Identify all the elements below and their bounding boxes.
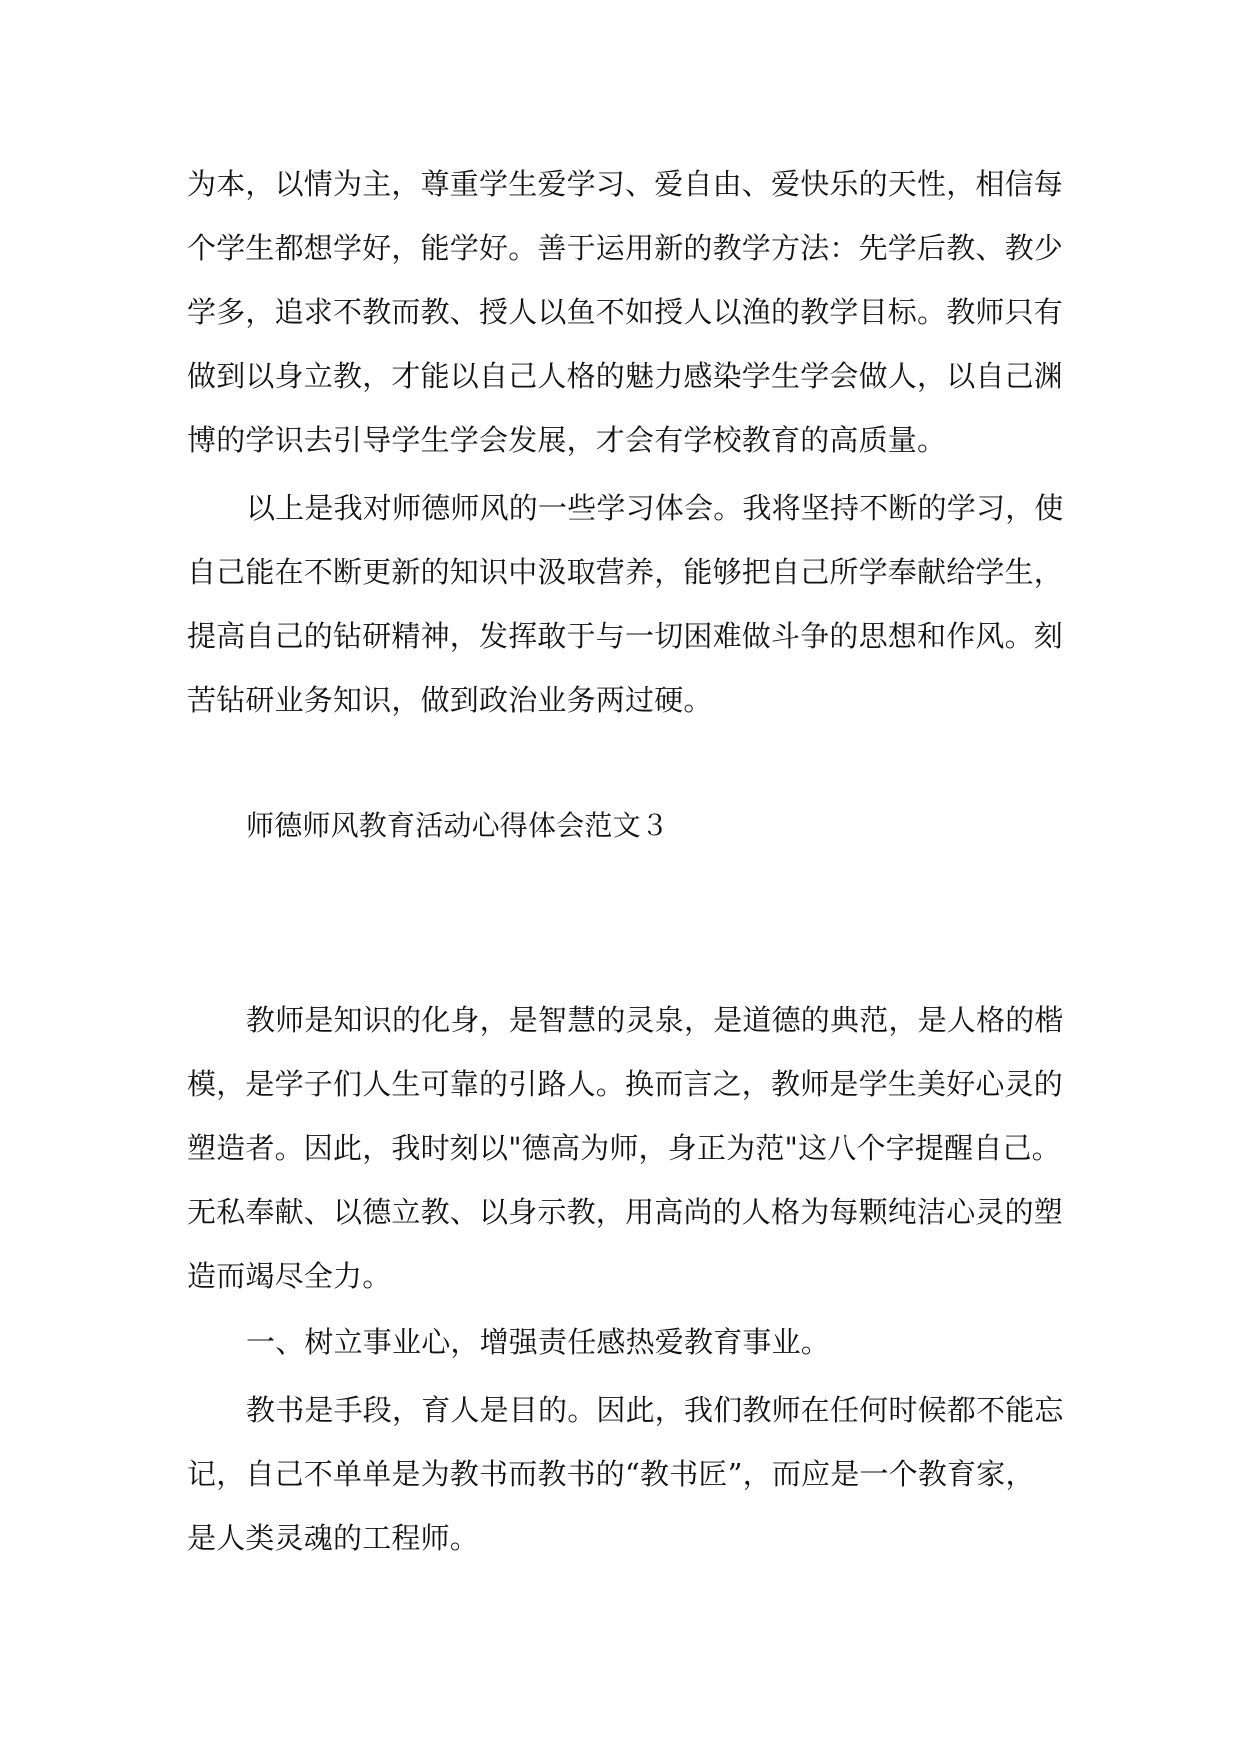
paragraph-line: 无私奉献、以德立教、以身示教，用高尚的人格为每颗纯洁心灵的塑 xyxy=(187,1195,1064,1229)
paragraph-line: 为本，以情为主，尊重学生爱学习、爱自由、爱快乐的天性，相信每 xyxy=(187,167,1064,201)
paragraph-line: 教师是知识的化身，是智慧的灵泉，是道德的典范，是人格的楷 xyxy=(246,1003,1064,1037)
paragraph-line: 以上是我对师德师风的一些学习体会。我将坚持不断的学习，使 xyxy=(246,491,1064,525)
paragraph-line: 造而竭尽全力。 xyxy=(187,1259,392,1293)
paragraph-line: 模，是学子们人生可靠的引路人。换而言之，教师是学生美好心灵的 xyxy=(187,1067,1064,1101)
paragraph-line: 塑造者。因此，我时刻以"德高为师，身正为范"这八个字提醒自己。 xyxy=(187,1131,1061,1165)
paragraph-line: 是人类灵魂的工程师。 xyxy=(187,1521,480,1555)
section-heading: 师德师风教育活动心得体会范文３ xyxy=(246,809,670,842)
paragraph-line: 一、树立事业心，增强责任感热爱教育事业。 xyxy=(246,1325,831,1359)
paragraph-line: 个学生都想学好，能学好。善于运用新的教学方法：先学后教、教少 xyxy=(187,231,1064,265)
paragraph-line: 博的学识去引导学生学会发展，才会有学校教育的高质量。 xyxy=(187,423,947,457)
paragraph-line: 提高自己的钻研精神，发挥敢于与一切困难做斗争的思想和作风。刻 xyxy=(187,619,1064,653)
paragraph-line: 记，自己不单单是为教书而教书的“教书匠”，而应是一个教育家， xyxy=(187,1457,1035,1491)
paragraph-line: 学多，追求不教而教、授人以鱼不如授人以渔的教学目标。教师只有 xyxy=(187,295,1064,329)
paragraph-line: 教书是手段，育人是目的。因此，我们教师在任何时候都不能忘 xyxy=(246,1393,1064,1427)
paragraph-line: 做到以身立教，才能以自己人格的魅力感染学生学会做人，以自己渊 xyxy=(187,359,1064,393)
paragraph-line: 苦钻研业务知识，做到政治业务两过硬。 xyxy=(187,683,713,717)
paragraph-line: 自己能在不断更新的知识中汲取营养，能够把自己所学奉献给学生， xyxy=(187,555,1064,589)
